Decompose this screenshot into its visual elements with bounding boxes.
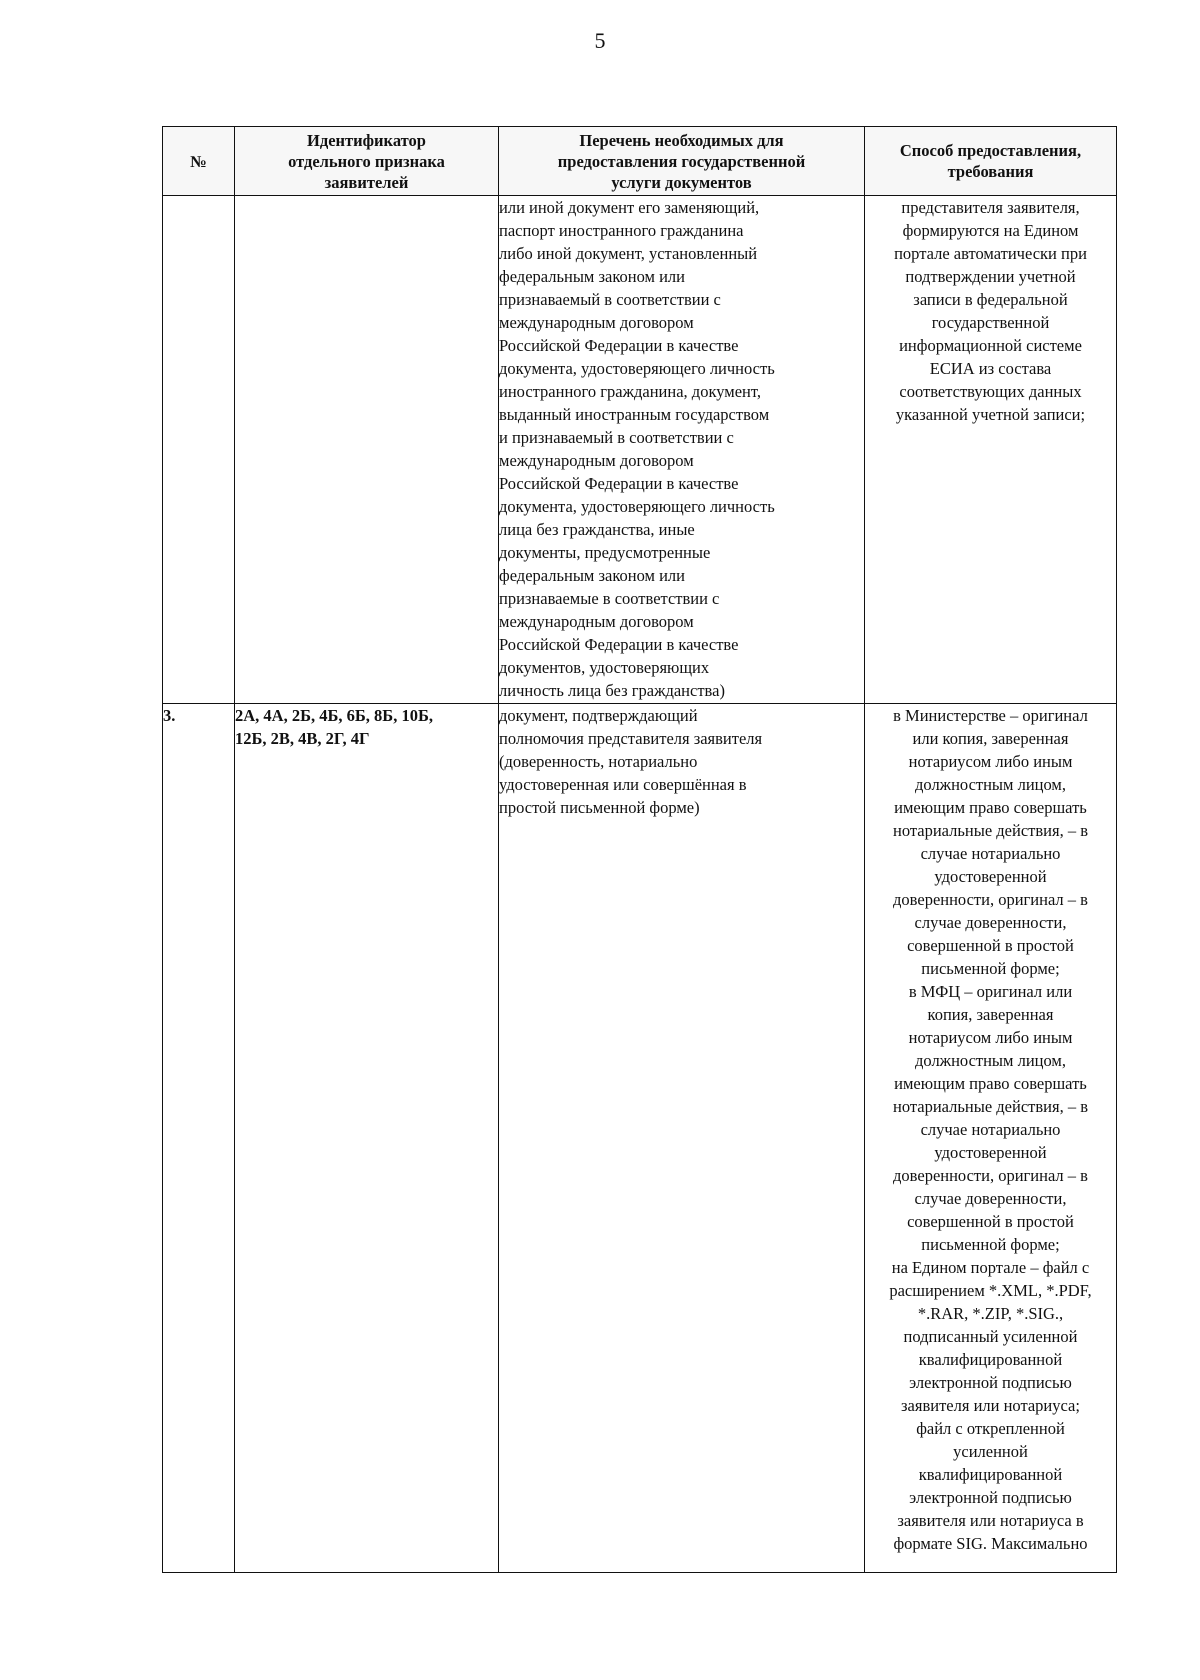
row-number bbox=[163, 196, 235, 704]
header-method: Способ предоставления, требования bbox=[865, 127, 1117, 196]
row-identifiers: 2А, 4А, 2Б, 4Б, 6Б, 8Б, 10Б, 12Б, 2В, 4В, 2Г, 4Г bbox=[235, 704, 499, 1573]
row-documents: документ, подтверждающий полномочия представителя заявителя (доверенность, нотариально удостоверенная или совершённая в простой письменной форме) bbox=[499, 704, 865, 1573]
header-documents: Перечень необходимых для предоставления государственной услуги документов bbox=[499, 127, 865, 196]
row-identifiers bbox=[235, 196, 499, 704]
row-method: представителя заявителя, формируются на Едином портале автоматически при подтверждении учетной записи в федеральной государственной информационной системе ЕСИА из состава соответствующих данных указанной учетной записи; bbox=[865, 196, 1117, 704]
table-header bbox=[163, 127, 1117, 196]
table-row bbox=[163, 704, 1117, 1573]
row-number: 3. bbox=[163, 704, 235, 1573]
document-table bbox=[162, 126, 1117, 1573]
row-method: в Министерстве – оригинал или копия, заверенная нотариусом либо иным должностным лицом, имеющим право совершать нотариальные действия, – в случае нотариально удостоверенной доверенности, оригинал – в случае доверенности, совершенной в простой письменной форме; в МФЦ – оригинал или копия, заверенная нотариусом либо иным должностным лицом, имеющим право совершать нотариальные действия, – в случае нотариально удостоверенной доверенности, оригинал – в случае доверенности, совершенной в простой письменной форме; на Едином портале – файл с расширением *.XML, *.PDF, *.RAR, *.ZIP, *.SIG., подписанный усиленной квалифицированной электронной подписью заявителя или нотариуса; файл с открепленной усиленной квалифицированной электронной подписью заявителя или нотариуса в формате SIG. Максимально bbox=[865, 704, 1117, 1573]
header-row bbox=[163, 127, 1117, 196]
row-documents: или иной документ его заменяющий, паспорт иностранного гражданина либо иной документ, установленный федеральным законом или признаваемый в соответствии с международным договором Российской Федерации в качестве документа, удостоверяющего личность иностранного гражданина, документ, выданный иностранным государством и признаваемый в соответствии с международным договором Российской Федерации в качестве документа, удостоверяющего личность лица без гражданства, иные документы, предусмотренные федеральным законом или признаваемые в соответствии с международным договором Российской Федерации в качестве документов, удостоверяющих личность лица без гражданства) bbox=[499, 196, 865, 704]
page-number: 5 bbox=[594, 28, 606, 53]
table-row bbox=[163, 196, 1117, 704]
header-number: № bbox=[163, 127, 235, 196]
header-identifier: Идентификатор отдельного признака заявителей bbox=[235, 127, 499, 196]
